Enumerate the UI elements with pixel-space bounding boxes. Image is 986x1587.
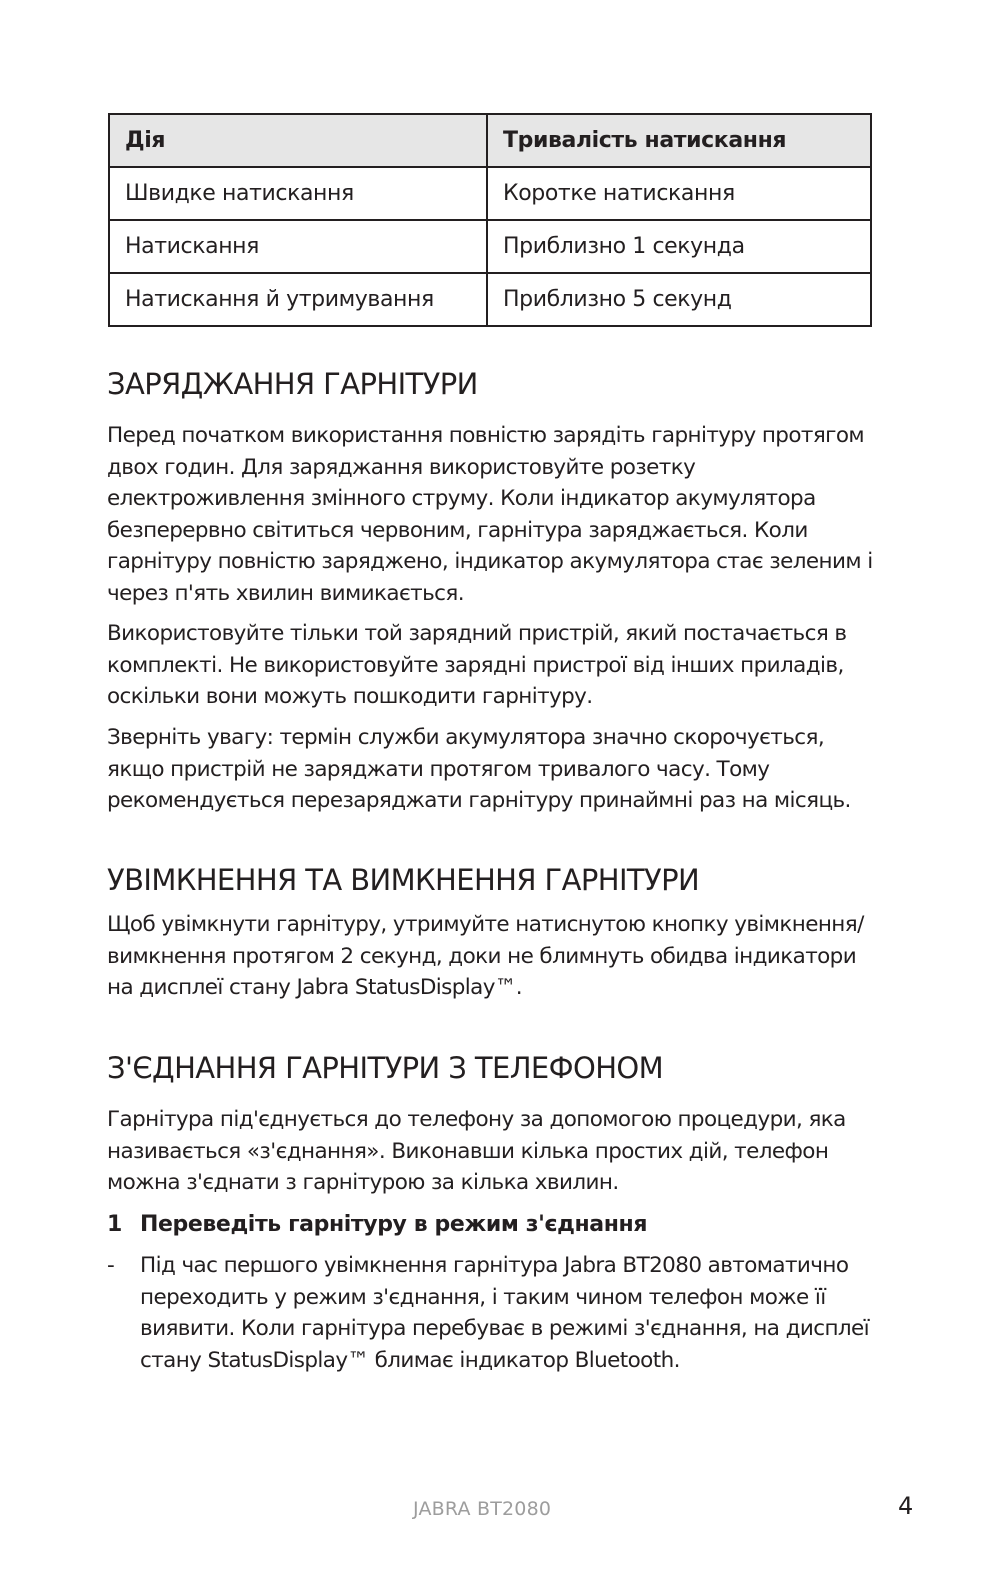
table-row: [109, 273, 871, 326]
table-row: [109, 167, 871, 220]
table-cell-duration: Приблизно 1 секунда: [487, 220, 871, 273]
section-heading-power: УВІМКНЕННЯ ТА ВИМКНЕННЯ ГАРНІТУРИ: [107, 863, 700, 897]
table-cell-duration: Приблизно 5 секунд: [487, 273, 871, 326]
table-cell-action: Натискання й утримування: [109, 273, 487, 326]
charging-paragraph-3: Зверніть увагу: термін служби акумулятора значно скорочується, якщо пристрій не заряджати протягом тривалого часу. Тому рекомендується перезаряджати гарнітуру принаймні раз на місяць.: [107, 725, 851, 813]
table-cell-duration: Коротке натискання: [487, 167, 871, 220]
charging-paragraph-2: Використовуйте тільки той зарядний пристрій, який постачається в комплекті. Не використовуйте зарядні пристрої від інших приладів, оскільки вони можуть пошкодити гарнітуру.: [107, 621, 847, 709]
table-header-duration: Тривалість натискання: [487, 114, 871, 167]
table-row: [109, 220, 871, 273]
footer-product-name: JABRA BT2080: [413, 1498, 552, 1520]
pairing-paragraph: Гарнітура під'єднується до телефону за допомогою процедури, яка називається «з'єднання». Виконавши кілька простих дій, телефон можна з'єднати з гарнітурою за кілька хвилин.: [107, 1107, 846, 1195]
charging-paragraph-1: Перед початком використання повністю зарядіть гарнітуру протягом двох годин. Для заряджання використовуйте розетку електроживлення змінного струму. Коли індикатор акумулятора безперервно світиться червоним, гарнітура заряджається. Коли гарнітуру повністю заряджено, індикатор акумулятора стає зеленим і через п'ять хвилин вимикається.: [107, 423, 873, 606]
section-heading-pairing: З'ЄДНАННЯ ГАРНІТУРИ З ТЕЛЕФОНОМ: [107, 1051, 664, 1085]
power-paragraph: Щоб увімкнути гарнітуру, утримуйте натиснутою кнопку увімкнення/вимкнення протягом 2 секунд, доки не блимнуть обидва індикатори на дисплеї стану Jabra StatusDisplay™.: [107, 912, 864, 1000]
bullet-text: Під час першого увімкнення гарнітура Jabra BT2080 автоматично переходить у режим з'єднання, і таким чином телефон може її виявити. Коли гарнітура перебуває в режимі з'єднання, на дисплеї стану StatusDisplay™ блимає індикатор Bluetooth.: [140, 1253, 870, 1373]
button-actions-table: [108, 113, 872, 327]
page-number: 4: [898, 1492, 914, 1520]
table-cell-action: Натискання: [109, 220, 487, 273]
table-cell-action: Швидке натискання: [109, 167, 487, 220]
pairing-step-heading: [107, 1209, 647, 1241]
step-title: Переведіть гарнітуру в режим з'єднання: [140, 1212, 648, 1237]
section-heading-charging: ЗАРЯДЖАННЯ ГАРНІТУРИ: [107, 367, 478, 401]
table-header-action: Дія: [109, 114, 487, 167]
bullet-dash: -: [107, 1253, 115, 1278]
table-header-row: [109, 114, 871, 167]
step-number: 1: [107, 1212, 122, 1237]
